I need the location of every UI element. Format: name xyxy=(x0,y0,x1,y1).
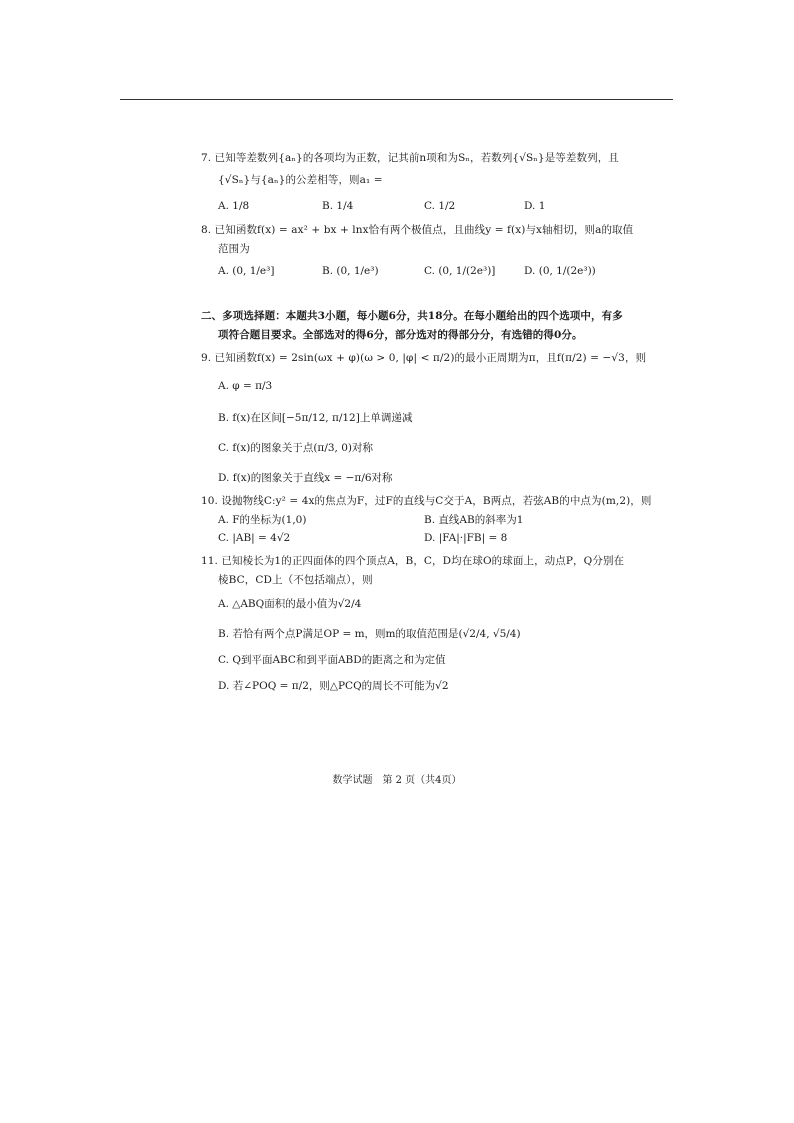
q8-line1: 8. 已知函数f(x) = ax² + bx + lnx恰有两个极值点，且曲线y = f(x)与x轴相切，则a的取值 xyxy=(201,224,634,236)
q9-option-c: C. f(x)的图象关于点(π/3, 0)对称 xyxy=(218,442,374,454)
q11-option-b: B. 若恰有两个点P满足OP = m，则m的取值范围是(√2/4, √5/4) xyxy=(218,628,521,640)
q9-line1: 9. 已知函数f(x) = 2sin(ωx + φ)(ω > 0, |φ| < π/2)的最小正周期为π，且f(π/2) = −√3，则 xyxy=(201,352,647,364)
q10-option-c: C. |AB| = 4√2 xyxy=(218,532,291,544)
q7-option-a: A. 1/8 xyxy=(218,200,250,212)
section2-line2: 项符合题目要求。全部选对的得6分，部分选对的得部分分，有选错的得0分。 xyxy=(218,329,583,341)
q7-line1: 7. 已知等差数列{aₙ}的各项均为正数，记其前n项和为Sₙ，若数列{√Sₙ}是等差数列，且 xyxy=(201,152,619,164)
q7-option-c: C. 1/2 xyxy=(424,200,456,212)
q8-option-d: D. (0, 1/(2e³)) xyxy=(524,265,596,277)
q10-line1: 10. 设抛物线C:y² = 4x的焦点为F，过F的直线与C交于A，B两点，若弦AB的中点为(m,2)，则 xyxy=(201,495,652,507)
q10-option-d: D. |FA|·|FB| = 8 xyxy=(424,532,508,544)
q11-option-d: D. 若∠POQ = π/2，则△PCQ的周长不可能为√2 xyxy=(218,680,449,692)
q11-line1: 11. 已知棱长为1的正四面体的四个顶点A，B，C，D均在球O的球面上，动点P，Q分别在 xyxy=(201,555,625,567)
q9-option-a: A. φ = π/3 xyxy=(218,380,273,392)
q8-option-a: A. (0, 1/e³] xyxy=(218,265,275,277)
q7-option-d: D. 1 xyxy=(524,200,546,212)
q11-line2: 棱BC，CD上（不包括端点），则 xyxy=(218,574,373,586)
q10-option-a: A. F的坐标为(1,0) xyxy=(218,514,307,526)
q10-option-b: B. 直线AB的斜率为1 xyxy=(424,514,524,526)
q7-option-b: B. 1/4 xyxy=(322,200,354,212)
q11-option-a: A. △ABQ面积的最小值为√2/4 xyxy=(218,598,362,610)
q8-option-c: C. (0, 1/(2e³)] xyxy=(424,265,496,277)
q9-option-b: B. f(x)在区间[−5π/12, π/12]上单调递减 xyxy=(218,412,413,424)
page-footer: 数学试题 第 2 页（共4页） xyxy=(332,775,462,786)
q8-line2: 范围为 xyxy=(218,243,250,255)
section2-line1: 二、多项选择题：本题共3小题，每小题6分，共18分。在每小题给出的四个选项中，有多 xyxy=(201,310,623,322)
header-rule xyxy=(120,99,673,100)
q7-line2: {√Sₙ}与{aₙ}的公差相等，则a₁ = xyxy=(218,174,383,186)
q8-option-b: B. (0, 1/e³) xyxy=(322,265,379,277)
q9-option-d: D. f(x)的图象关于直线x = −π/6对称 xyxy=(218,472,393,484)
q11-option-c: C. Q到平面ABC和到平面ABD的距离之和为定值 xyxy=(218,654,446,666)
